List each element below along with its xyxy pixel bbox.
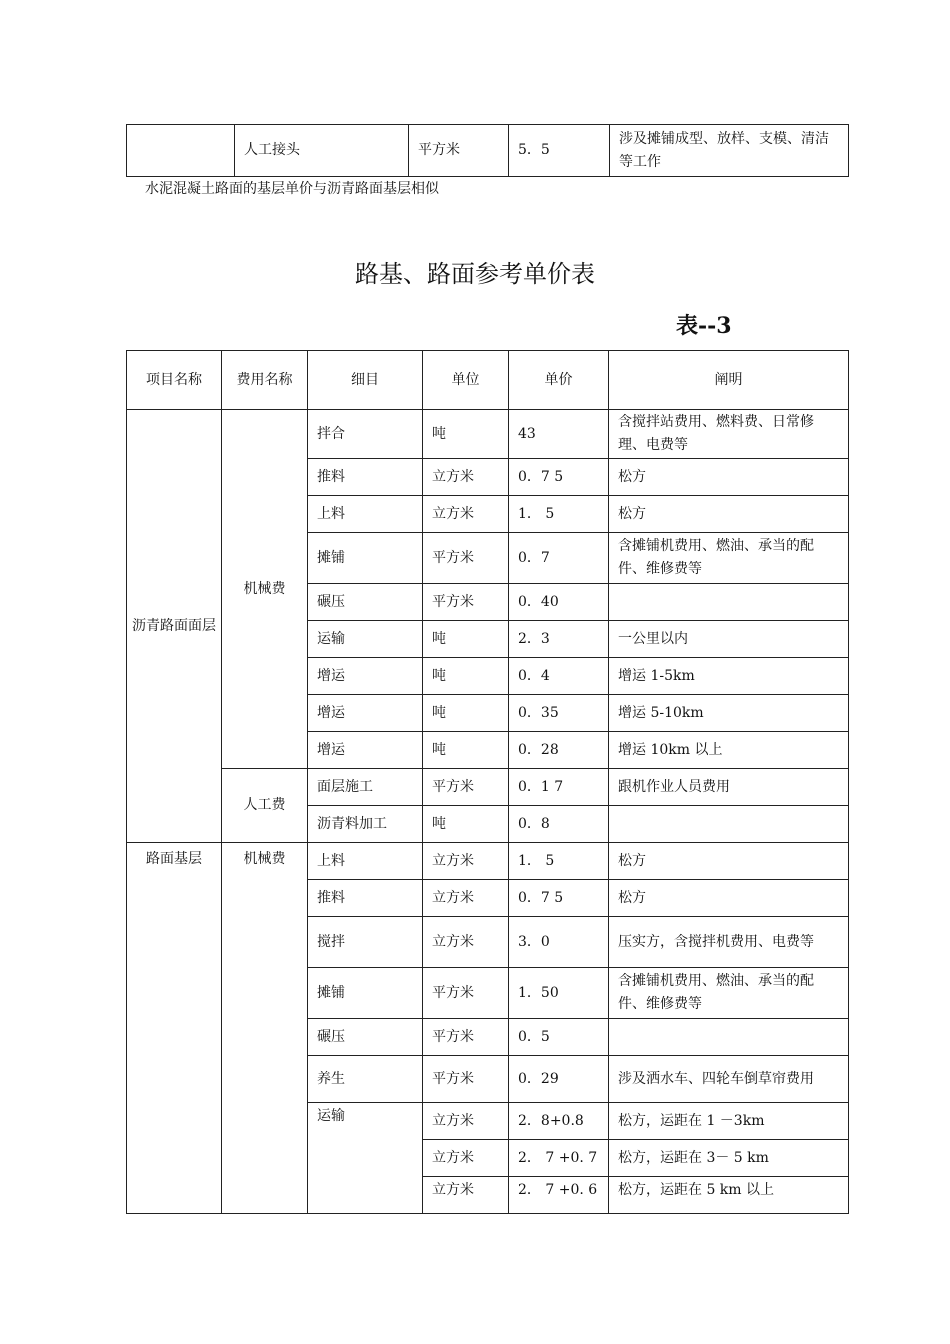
- note-cell: 增运 5-10km: [609, 695, 849, 732]
- header-cell: 细目: [308, 351, 423, 410]
- cell: 人工接头: [235, 125, 409, 177]
- note-cell: 压实方，含搅拌机费用、电费等: [609, 917, 849, 968]
- item-cell: 拌合: [308, 410, 423, 459]
- item-cell: 上料: [308, 496, 423, 533]
- unit-cell: 吨: [423, 410, 509, 459]
- note-cell: 松方: [609, 496, 849, 533]
- note-cell: 增运 10km 以上: [609, 732, 849, 769]
- unit-cell: 立方米: [423, 1177, 509, 1214]
- note-cell: 含摊铺机费用、燃油、承当的配件、维修费等: [609, 533, 849, 584]
- top-table: [126, 124, 849, 177]
- price-cell: 1． 5: [509, 496, 609, 533]
- note-cell: [609, 806, 849, 843]
- note-cell: 松方，运距在 3－ 5 km: [609, 1140, 849, 1177]
- item-cell: 摊铺: [308, 968, 423, 1019]
- unit-cell: 立方米: [423, 1103, 509, 1140]
- page-title: 路基、路面参考单价表: [355, 260, 595, 288]
- item-cell: 推料: [308, 880, 423, 917]
- item-cell: 增运: [308, 658, 423, 695]
- item-cell: 沥青料加工: [308, 806, 423, 843]
- price-cell: 0．8: [509, 806, 609, 843]
- price-cell: 0．4: [509, 658, 609, 695]
- unit-cell: 平方米: [423, 533, 509, 584]
- unit-cell: 平方米: [423, 769, 509, 806]
- unit-cell: 立方米: [423, 917, 509, 968]
- price-cell: 0．7: [509, 533, 609, 584]
- note-cell: [609, 584, 849, 621]
- unit-cell: 立方米: [423, 880, 509, 917]
- note-cell: 跟机作业人员费用: [609, 769, 849, 806]
- item-cell-transport: 运输: [308, 1103, 423, 1214]
- note-cell: 松方，运距在 5 km 以上: [609, 1177, 849, 1214]
- item-cell: 运输: [308, 621, 423, 658]
- note-cell: 松方: [609, 459, 849, 496]
- header-cell: 费用名称: [222, 351, 308, 410]
- item-cell: 养生: [308, 1056, 423, 1103]
- header-cell: 单价: [509, 351, 609, 410]
- note-text: 水泥混凝土路面的基层单价与沥青路面基层相似: [145, 181, 439, 197]
- item-cell: 面层施工: [308, 769, 423, 806]
- unit-cell: 吨: [423, 732, 509, 769]
- cell: 涉及摊铺成型、放样、支模、清洁等工作: [610, 125, 849, 177]
- item-cell: 增运: [308, 732, 423, 769]
- price-cell: 2．3: [509, 621, 609, 658]
- price-cell: 43: [509, 410, 609, 459]
- price-cell: 0．7 5: [509, 459, 609, 496]
- group-labor-fee: 人工费: [222, 769, 308, 843]
- table-row: [127, 769, 849, 806]
- unit-cell: 平方米: [423, 1056, 509, 1103]
- cell: 平方米: [409, 125, 509, 177]
- price-cell: 0．5: [509, 1019, 609, 1056]
- table-row: [127, 125, 849, 177]
- unit-cell: 吨: [423, 695, 509, 732]
- header-cell: 阐明: [609, 351, 849, 410]
- header-row: [127, 351, 849, 410]
- group-asphalt-surface: 沥青路面面层: [127, 410, 222, 843]
- note-cell: 含摊铺机费用、燃油、承当的配件、维修费等: [609, 968, 849, 1019]
- unit-cell: 立方米: [423, 843, 509, 880]
- note-cell: 松方: [609, 880, 849, 917]
- item-cell: 上料: [308, 843, 423, 880]
- header-cell: 单位: [423, 351, 509, 410]
- note-cell: 松方，运距在 1 －3km: [609, 1103, 849, 1140]
- price-cell: 2． 7 +0. 6: [509, 1177, 609, 1214]
- price-cell: 0．1 7: [509, 769, 609, 806]
- price-cell: 0．7 5: [509, 880, 609, 917]
- price-cell: 0．35: [509, 695, 609, 732]
- price-table: [126, 350, 849, 1214]
- price-cell: 1． 5: [509, 843, 609, 880]
- item-cell: 推料: [308, 459, 423, 496]
- price-cell: 2． 7 +0. 7: [509, 1140, 609, 1177]
- item-cell: 摊铺: [308, 533, 423, 584]
- unit-cell: 立方米: [423, 1140, 509, 1177]
- unit-cell: 平方米: [423, 968, 509, 1019]
- table-row: [127, 410, 849, 459]
- note-cell: 一公里以内: [609, 621, 849, 658]
- note-cell: 松方: [609, 843, 849, 880]
- unit-cell: 吨: [423, 806, 509, 843]
- unit-cell: 立方米: [423, 496, 509, 533]
- cell: [127, 125, 235, 177]
- item-cell: 搅拌: [308, 917, 423, 968]
- table-row: [127, 843, 849, 880]
- unit-cell: 平方米: [423, 584, 509, 621]
- note-cell: 增运 1-5km: [609, 658, 849, 695]
- price-cell: 3．0: [509, 917, 609, 968]
- unit-cell: 吨: [423, 658, 509, 695]
- item-cell: 碾压: [308, 1019, 423, 1056]
- price-cell: 0．28: [509, 732, 609, 769]
- price-cell: 1．50: [509, 968, 609, 1019]
- price-cell: 2．8+0.8: [509, 1103, 609, 1140]
- unit-cell: 吨: [423, 621, 509, 658]
- unit-cell: 平方米: [423, 1019, 509, 1056]
- note-cell: 涉及洒水车、四轮车倒草帘费用: [609, 1056, 849, 1103]
- group-base-machine-fee: 机械费: [222, 843, 308, 1214]
- group-base: 路面基层: [127, 843, 222, 1214]
- unit-cell: 立方米: [423, 459, 509, 496]
- cell: 5．5: [509, 125, 610, 177]
- table-number: 表--3: [676, 313, 732, 339]
- item-cell: 碾压: [308, 584, 423, 621]
- group-machine-fee: 机械费: [222, 410, 308, 769]
- price-cell: 0．40: [509, 584, 609, 621]
- item-cell: 增运: [308, 695, 423, 732]
- header-cell: 项目名称: [127, 351, 222, 410]
- price-cell: 0．29: [509, 1056, 609, 1103]
- note-cell: [609, 1019, 849, 1056]
- note-cell: 含搅拌站费用、燃料费、日常修理、电费等: [609, 410, 849, 459]
